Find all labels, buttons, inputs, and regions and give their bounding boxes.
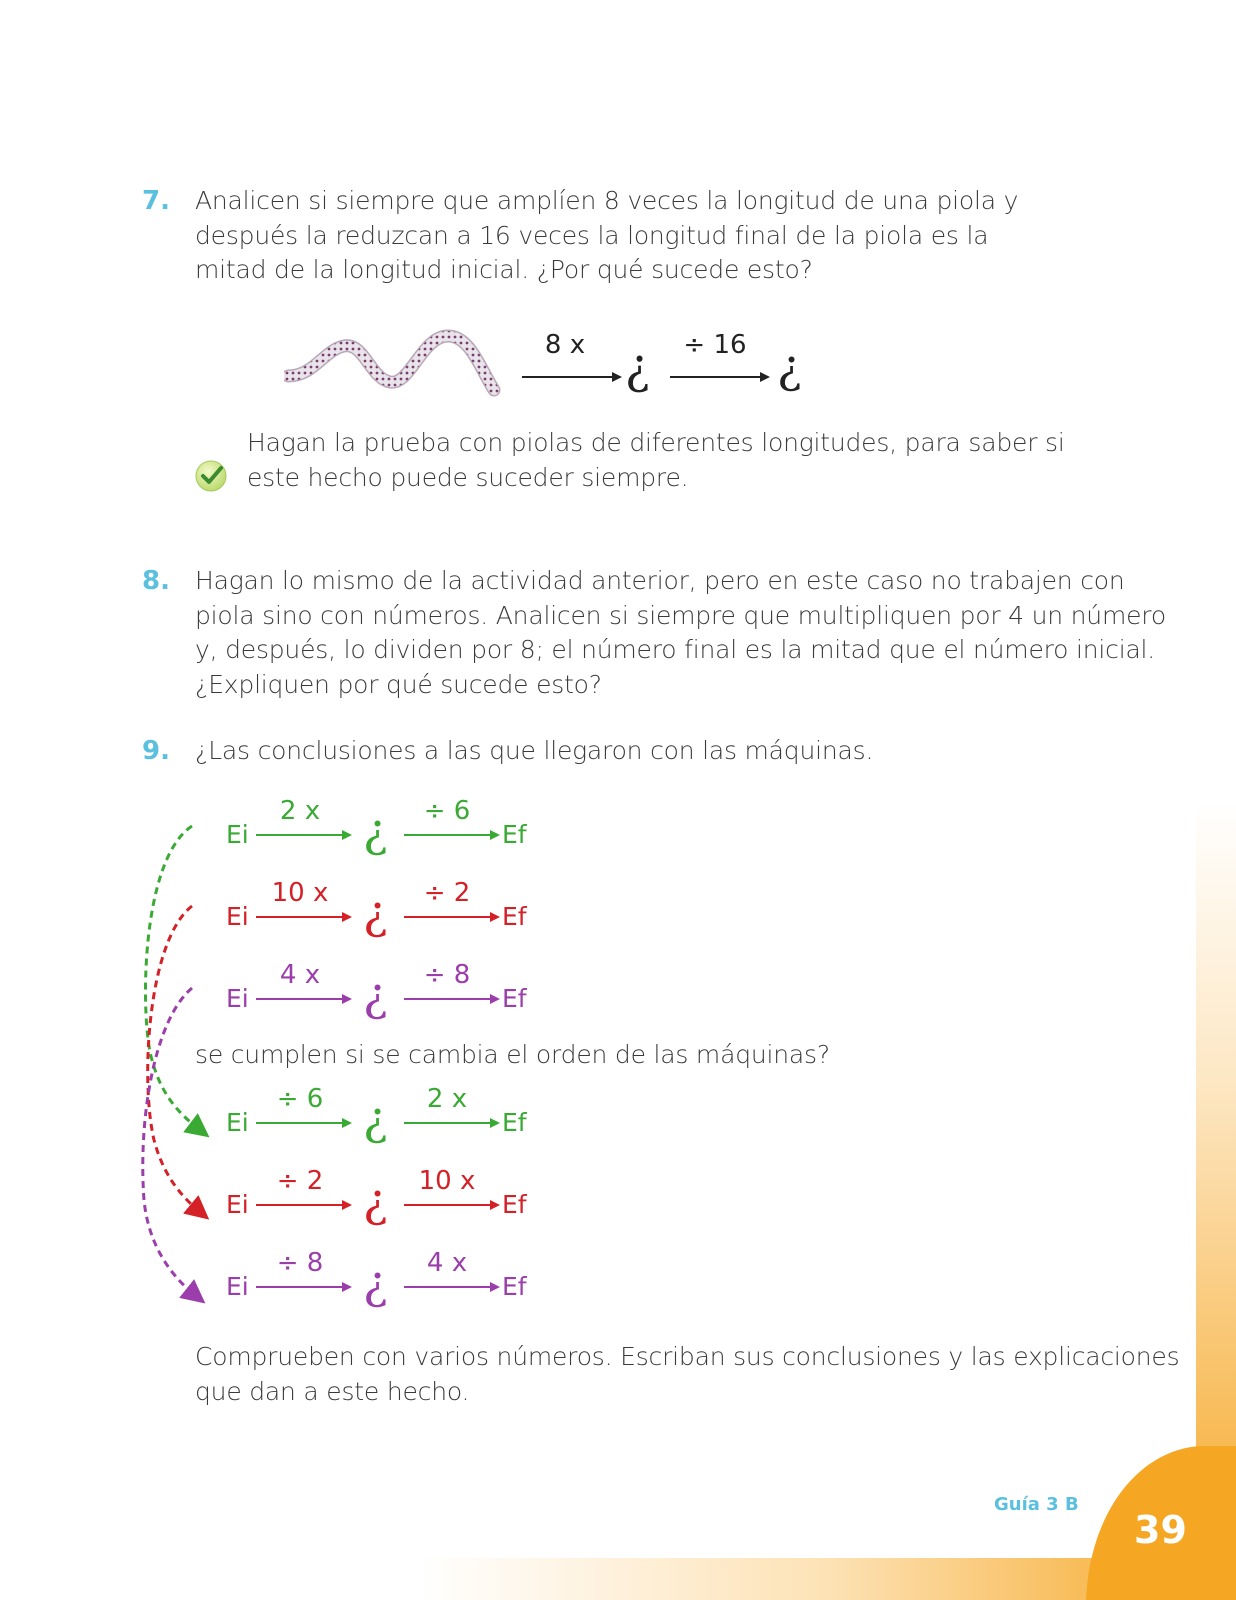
text-line: después la reduzcan a 16 veces la longitud final de la piola es la (195, 220, 989, 250)
text-line: piola sino con números. Analicen si siempre que multipliquen por 4 un número (195, 600, 1166, 630)
text-line: Analicen si siempre que amplíen 8 veces la longitud de una piola y (195, 186, 1019, 215)
machine-op-1: 10 x (271, 878, 329, 908)
arrow (670, 370, 770, 384)
machine-op-1: ÷ 2 (276, 1166, 324, 1196)
arrow (404, 1116, 500, 1130)
arrow (256, 828, 352, 842)
question-mark: ? (364, 810, 389, 864)
machine-op-1: ÷ 6 (276, 1084, 324, 1114)
connector-arrows (130, 820, 210, 1310)
start-label: Ei (226, 1190, 249, 1219)
connector-green (145, 826, 200, 1130)
page-number: 39 (1134, 1508, 1187, 1552)
arrow (256, 992, 352, 1006)
machine-op-2: ÷ 8 (423, 960, 471, 990)
machine-op-1: ÷ 8 (276, 1248, 324, 1278)
question-9-number: 9. (142, 736, 170, 766)
question-mark: ? (364, 1180, 389, 1234)
text-line: este hecho puede suceder siempre. (247, 462, 689, 492)
text-line: Hagan la prueba con piolas de diferentes longitudes, para saber si (247, 428, 1065, 457)
check-icon (194, 458, 230, 494)
question-mark: ? (364, 1262, 389, 1316)
question-8-text (195, 564, 1166, 702)
text-line: que dan a este hecho. (195, 1376, 470, 1406)
tip-text (247, 426, 1065, 495)
question-mark: ? (364, 974, 389, 1028)
text-line: Comprueben con varios números. Escriban sus conclusiones y las explicaciones (195, 1342, 1180, 1371)
machine-op-2: ÷ 2 (423, 878, 471, 908)
question-mark: ? (778, 346, 803, 400)
question-9-line-1: ¿Las conclusiones a las que llegaron con las máquinas. (195, 736, 874, 765)
machine-op-1: 8 x (544, 330, 586, 360)
question-mark: ? (364, 1098, 389, 1152)
end-label: Ef (502, 820, 527, 849)
end-label: Ef (502, 1272, 527, 1301)
text-line: ¿Expliquen por qué sucede esto? (195, 669, 602, 699)
arrow (256, 1198, 352, 1212)
text-line: Hagan lo mismo de la actividad anterior, pero en este caso no trabajen con (195, 566, 1125, 595)
end-label: Ef (502, 902, 527, 931)
string-illustration (284, 328, 508, 402)
text-line: y, después, lo dividen por 8; el número final es la mitad que el número inicial. (195, 635, 1156, 664)
machine-op-2: ÷ 6 (423, 796, 471, 826)
arrow (404, 910, 500, 924)
start-label: Ei (226, 1272, 249, 1301)
arrow (522, 370, 622, 384)
arrow (256, 910, 352, 924)
text-line: mitad de la longitud inicial. ¿Por qué sucede esto? (195, 255, 813, 284)
start-label: Ei (226, 1108, 249, 1137)
arrow (256, 1116, 352, 1130)
arrow (404, 828, 500, 842)
connector-red (148, 906, 200, 1212)
machine-op-2: 4 x (426, 1248, 468, 1278)
arrow (404, 992, 500, 1006)
end-label: Ef (502, 1190, 527, 1219)
machine-op-2: ÷ 16 (683, 330, 747, 360)
machine-op-2: 2 x (426, 1084, 468, 1114)
end-label: Ef (502, 1108, 527, 1137)
arrow (404, 1198, 500, 1212)
machine-op-1: 2 x (279, 796, 321, 826)
machine-op-1: 4 x (279, 960, 321, 990)
question-7-number: 7. (142, 186, 170, 216)
arrow (256, 1280, 352, 1294)
question-mark: ? (626, 344, 651, 402)
question-mark: ? (364, 892, 389, 946)
question-9-line-2: se cumplen si se cambia el orden de las máquinas? (195, 1040, 830, 1069)
guide-label: Guía 3 B (994, 1494, 1079, 1515)
machine-op-2: 10 x (418, 1166, 476, 1196)
arrow (404, 1280, 500, 1294)
start-label: Ei (226, 902, 249, 931)
connector-purple (143, 988, 196, 1296)
end-label: Ef (502, 984, 527, 1013)
closing-text (195, 1340, 1179, 1409)
question-7-text (195, 184, 1018, 288)
question-8-number: 8. (142, 566, 170, 596)
start-label: Ei (226, 984, 249, 1013)
start-label: Ei (226, 820, 249, 849)
